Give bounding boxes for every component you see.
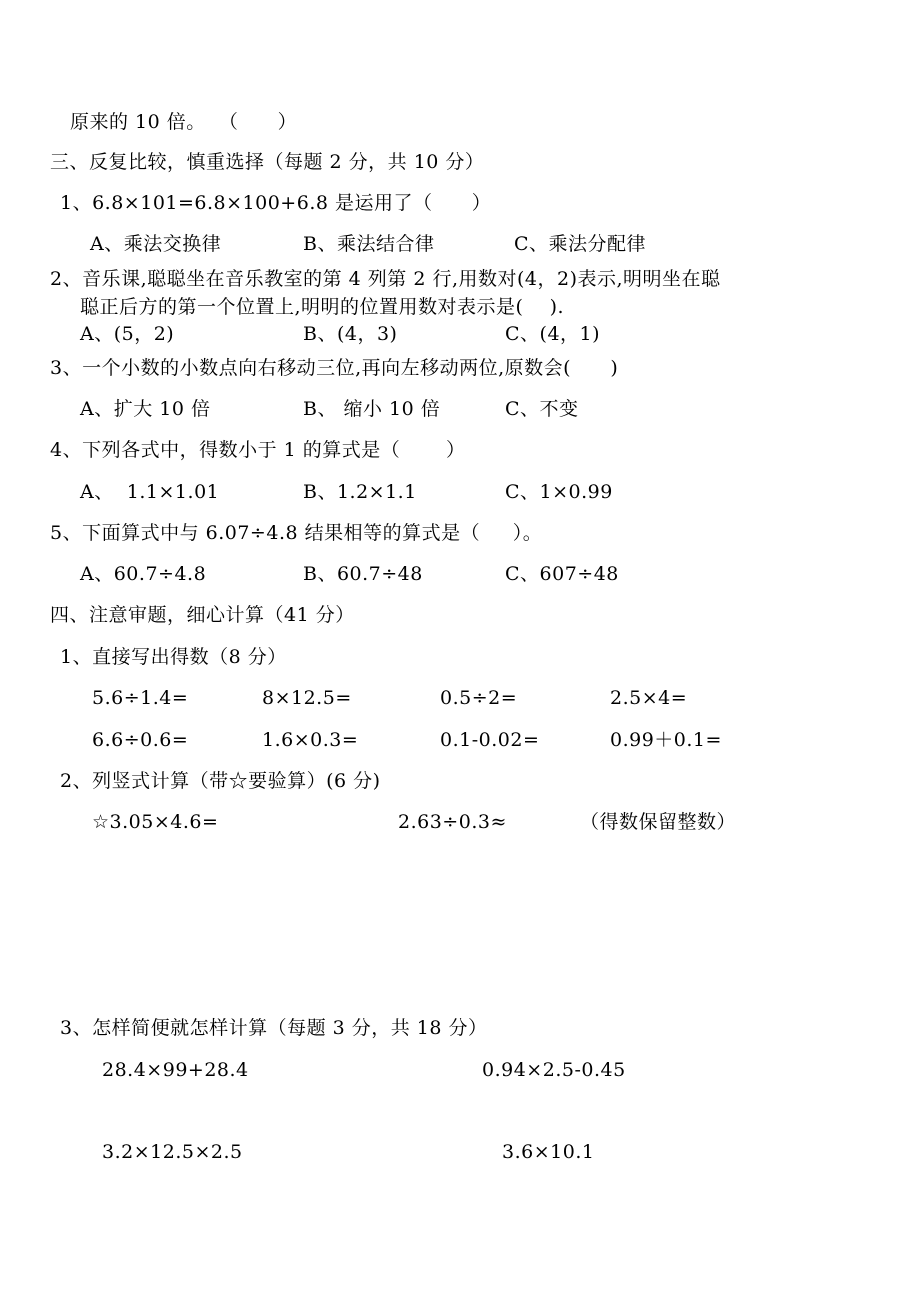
q1-option-a: A、乘法交换律 [90, 233, 222, 255]
q3-option-b: B、 缩小 10 倍 [303, 398, 441, 420]
part1-r2-c3: 0.1-0.02= [440, 729, 540, 751]
q5-option-a: A、60.7÷4.8 [80, 563, 207, 585]
intro-tail: 原来的 10 倍。 （ ） [70, 111, 298, 133]
q5-option-c: C、607÷48 [505, 563, 619, 585]
part2-item1: ☆3.05×4.6= [92, 811, 219, 833]
q4-option-a: A、 1.1×1.01 [80, 481, 220, 503]
part1-r2-c2: 1.6×0.3= [262, 729, 359, 751]
part1-r2-c1: 6.6÷0.6= [92, 729, 189, 751]
part3-title: 3、怎样简便就怎样计算（每题 3 分，共 18 分） [60, 1017, 488, 1039]
q5-stem: 5、下面算式中与 6.07÷4.8 结果相等的算式是（ ）。 [50, 522, 543, 544]
part3-r1-c2: 0.94×2.5-0.45 [482, 1059, 626, 1081]
q1-option-b: B、乘法结合律 [303, 233, 435, 255]
q2-option-c: C、(4，1) [505, 323, 601, 345]
part2-note: （得数保留整数） [580, 811, 737, 833]
q2-option-a: A、(5，2) [80, 323, 175, 345]
part1-r1-c2: 8×12.5= [262, 687, 352, 709]
q1-stem: 1、6.8×101=6.8×100+6.8 是运用了（ ） [60, 192, 492, 214]
section3-heading: 三、反复比较，慎重选择（每题 2 分，共 10 分） [50, 151, 485, 173]
q5-option-b: B、60.7÷48 [303, 563, 423, 585]
part1-r2-c4: 0.99＋0.1= [610, 729, 722, 751]
q3-option-c: C、不变 [505, 398, 579, 420]
q4-option-b: B、1.2×1.1 [303, 481, 417, 503]
part2-item2: 2.63÷0.3≈ [398, 811, 507, 833]
q4-stem: 4、下列各式中，得数小于 1 的算式是（ ） [50, 439, 466, 461]
part3-r2-c1: 3.2×12.5×2.5 [102, 1141, 243, 1163]
q3-stem: 3、一个小数的小数点向右移动三位,再向左移动两位,原数会( ) [50, 357, 619, 379]
part1-title: 1、直接写出得数（8 分） [60, 646, 287, 668]
part3-r2-c2: 3.6×10.1 [502, 1141, 595, 1163]
part2-title: 2、列竖式计算（带☆要验算）(6 分) [60, 770, 381, 792]
q1-option-c: C、乘法分配律 [514, 233, 647, 255]
part3-r1-c1: 28.4×99+28.4 [102, 1059, 249, 1081]
q4-option-c: C、1×0.99 [505, 481, 613, 503]
q2-stem-line2: 聪正后方的第一个位置上,明明的位置用数对表示是( ). [80, 296, 565, 318]
q2-option-b: B、(4，3) [303, 323, 398, 345]
part1-r1-c1: 5.6÷1.4= [92, 687, 189, 709]
q2-stem-line1: 2、音乐课,聪聪坐在音乐教室的第 4 列第 2 行,用数对(4，2)表示,明明坐在聪 [50, 268, 721, 290]
section4-heading: 四、注意审题，细心计算（41 分） [50, 604, 355, 626]
part1-r1-c4: 2.5×4= [610, 687, 688, 709]
part1-r1-c3: 0.5÷2= [440, 687, 518, 709]
q3-option-a: A、扩大 10 倍 [80, 398, 211, 420]
